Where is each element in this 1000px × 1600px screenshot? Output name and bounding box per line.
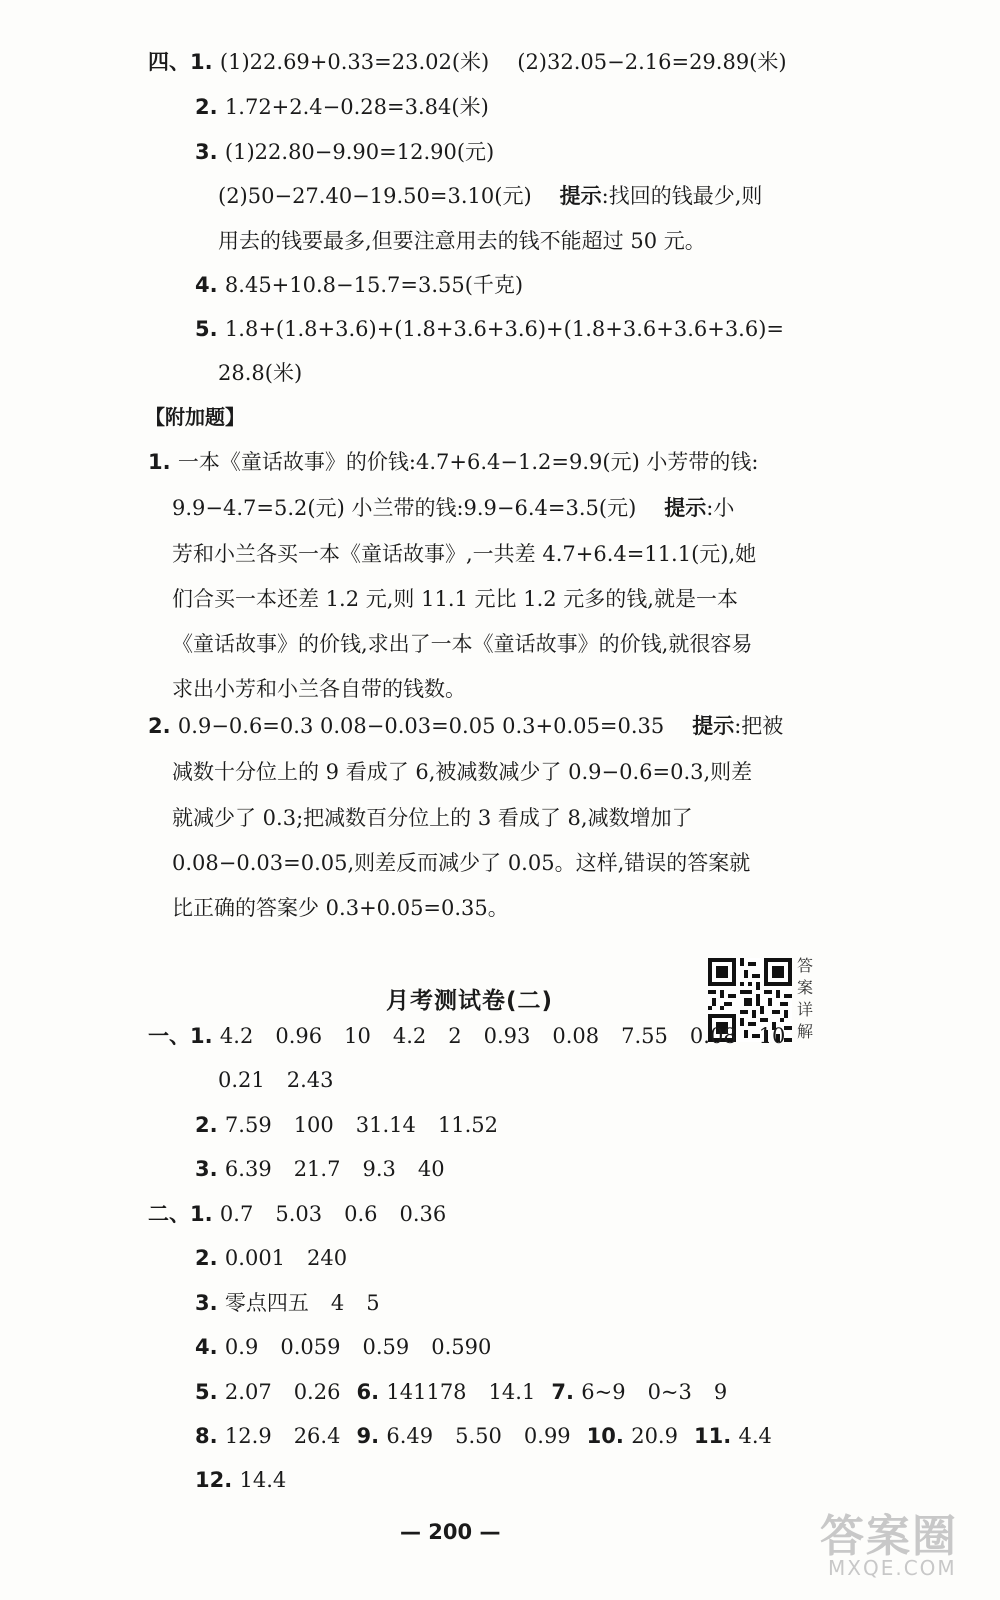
answer-value: 7.59 [224,1113,272,1137]
answer-value: 0.08 [689,1024,737,1048]
answer-4-5-line1: 5. 1.8+(1.8+3.6)+(1.8+3.6+3.6)+(1.8+3.6+3.6+3.6)= [195,317,785,341]
answer-value: 141178 [386,1380,467,1404]
section-label: 四、 [148,50,190,74]
question-number: 11 [693,1424,724,1448]
question-number: 7 [551,1380,566,1404]
hint-text: 比正确的答案少 0.3+0.05=0.35。 [172,896,509,920]
answer-4-3-line1: 3. (1)22.80−9.90=12.90(元) [195,140,495,164]
answer-values [240,1468,287,1492]
question-number: 10 [586,1424,616,1448]
answer-value: 240 [307,1246,348,1270]
extra-2-line5 [172,894,509,922]
answer-value: 11.52 [437,1113,499,1137]
hint-label: 提示 [692,714,735,738]
answer-value: 4 [330,1291,345,1315]
question-number: 6 [356,1380,372,1404]
answer-value: 31.14 [355,1113,416,1137]
watermark-url: MXQE.COM [828,1556,957,1580]
hint-text: :小 [706,496,735,520]
page-number: — 200 — [400,1520,501,1544]
extra-1-line6 [172,675,466,703]
answer-values [225,1424,341,1448]
answer-values [225,1380,341,1404]
answer-4-3-line2 [218,182,762,210]
watermark-text: 答案圈 [820,1511,958,1562]
answer-text: 1.8+(1.8+3.6)+(1.8+3.6+3.6)+(1.8+3.6+3.6+3.6)= [224,317,785,341]
test-1-1-line2 [218,1066,334,1094]
question-number: 4 [195,273,210,297]
answer-text: 28.8(米) [218,361,303,385]
extra-section-title [145,403,245,431]
question-number: 5 [195,1380,210,1404]
answer-values [225,1335,491,1359]
answer-value: 10 [758,1024,786,1048]
question-number: 1 [190,50,205,74]
answer-values [225,1157,445,1181]
answer-value: 5.50 [455,1424,502,1448]
answer-value: 100 [293,1113,334,1137]
answer-value: 2 [448,1024,462,1048]
answer-value: 0.96 [275,1024,323,1048]
extra-1-line2 [172,494,734,522]
hint-text: :找回的钱最少,则 [601,184,763,208]
answer-value: 5.03 [275,1202,323,1226]
answer-value: 4.2 [392,1024,427,1048]
question-number: 3 [195,1291,210,1315]
answer-4-5-line2 [218,359,302,387]
answer-value: 7.55 [621,1024,668,1048]
test-2-12: 12. 14.4 [195,1468,287,1492]
answer-text: 1.72+2.4−0.28=3.84(米) [224,95,489,119]
answer-value: 0.99 [523,1424,571,1448]
test-1-2: 2. 7.59 100 31.14 11.52 [195,1113,499,1137]
hint-text: :把被 [734,714,784,738]
question-number: 8 [195,1424,210,1448]
answer-value: 10 [344,1024,371,1048]
answer-values [225,1246,347,1270]
hint-text: 减数十分位上的 9 看成了 6,被减数减少了 0.9−0.6=0.3,则差 [172,760,753,784]
hint-text: 0.08−0.03=0.05,则差反而减少了 0.05。这样,错误的答案就 [172,851,751,875]
question-number: 1 [190,1024,205,1048]
answer-value: 0.08 [552,1024,600,1048]
answer-value: 0.36 [399,1202,447,1226]
answer-values [631,1424,678,1448]
question-number: 2 [195,1246,210,1270]
answer-values [739,1424,772,1448]
answer-value: 21.7 [293,1157,341,1181]
answer-value: 0.590 [431,1335,492,1359]
extra-1-line3 [172,540,756,568]
test-2-2: 2. 0.001 240 [195,1246,348,1270]
answer-value: 0.93 [483,1024,531,1048]
answer-values [386,1424,570,1448]
test-2-4: 4. 0.9 0.059 0.59 0.590 [195,1335,492,1359]
question-number: 1 [190,1202,205,1226]
section-label: 一、 [148,1024,190,1048]
hint-text: 们合买一本还差 1.2 元,则 11.1 元比 1.2 元多的钱,就是一本 [172,587,738,611]
answer-value: 4.4 [738,1424,772,1448]
answer-value: 6.49 [386,1424,434,1448]
question-number: 2 [195,95,210,119]
answer-4-2: 2. 1.72+2.4−0.28=3.84(米) [195,95,489,119]
answer-text: 0.9−0.6=0.3 0.08−0.03=0.05 0.3+0.05=0.35 [177,714,665,738]
answer-value: 9 [713,1380,728,1404]
test-2-5-7: 5. 2.07 0.26 6. 141178 14.1 7. 6~9 0~3 9 [195,1380,728,1404]
answer-values [386,1380,535,1404]
answer-value: 5 [366,1291,380,1315]
answer-value: 0.059 [280,1335,341,1359]
test-2-1: 二、1. 0.7 5.03 0.6 0.36 [148,1202,447,1226]
question-number: 5 [195,317,210,341]
answer-value: 0.7 [219,1202,254,1226]
extra-1-line4 [172,585,738,613]
question-number: 9 [356,1424,372,1448]
answer-values [581,1380,727,1404]
answer-values [220,1202,446,1226]
answer-values [225,1291,380,1315]
hint-label: 提示 [664,496,707,520]
answer-4-1: 四、1. (1)22.69+0.33=23.02(米) (2)32.05−2.16=29.89(米) [148,50,787,74]
question-number: 12 [195,1468,225,1492]
answer-value: 14.1 [488,1380,536,1404]
answer-value: 9.3 [362,1157,396,1181]
question-number: 2 [148,714,163,738]
answer-text: (1)22.69+0.33=23.02(米) [219,50,490,74]
answer-text: (1)22.80−9.90=12.90(元) [224,140,495,164]
answer-values [218,1068,334,1092]
watermark-logo [820,1500,958,1580]
answer-value: 4.2 [219,1024,254,1048]
answer-4-3-line3 [218,227,706,255]
test-2-8-11: 8. 12.9 26.4 9. 6.49 5.50 0.99 10. 20.9 11. 4.4 [195,1424,772,1448]
question-number: 2 [195,1113,210,1137]
test-1-1-line1: 一、1. 4.2 0.96 10 4.2 2 0.93 0.08 7.55 0.08 10 [148,1024,786,1048]
hint-text: 芳和小兰各买一本《童话故事》,一共差 4.7+6.4=11.1(元),她 [172,542,757,566]
hint-text: 求出小芳和小兰各自带的钱数。 [172,677,466,701]
answer-value: 6~9 [581,1380,626,1404]
answer-value: 40 [417,1157,445,1181]
answer-value: 0.9 [224,1335,259,1359]
answer-4-4: 4. 8.45+10.8−15.7=3.55(千克) [195,273,524,297]
hint-text: 《童话故事》的价钱,求出了一本《童话故事》的价钱,就很容易 [172,632,753,656]
extra-1-line1: 1. 一本《童话故事》的价钱:4.7+6.4−1.2=9.9(元) 小芳带的钱: [148,450,759,474]
answer-text: 一本《童话故事》的价钱:4.7+6.4−1.2=9.9(元) 小芳带的钱: [177,450,759,474]
extra-2-line1: 2. 0.9−0.6=0.3 0.08−0.03=0.05 0.3+0.05=0.35 提示:把被 [148,714,784,738]
answer-value: 14.4 [239,1468,287,1492]
question-number: 4 [195,1335,210,1359]
test-1-3: 3. 6.39 21.7 9.3 40 [195,1157,445,1181]
answer-value: 0.26 [293,1380,341,1404]
extra-2-line2 [172,758,752,786]
test-2-3: 3. 零点四五 4 5 [195,1291,380,1315]
answer-text: 9.9−4.7=5.2(元) 小兰带的钱:9.9−6.4=3.5(元) [172,496,637,520]
answer-values [220,1024,785,1048]
answer-value: 2.07 [224,1380,272,1404]
answer-value: 12.9 [224,1424,272,1448]
hint-label: 提示 [559,184,602,208]
test-title: 月考测试卷(二) [386,988,554,1014]
answer-text: (2)50−27.40−19.50=3.10(元) [218,184,532,208]
section-title: 【附加题】 [145,405,245,429]
answer-value: 0.21 [218,1068,265,1092]
question-number: 3 [195,1157,210,1181]
answer-value: 0~3 [647,1380,692,1404]
hint-text: 用去的钱要最多,但要注意用去的钱不能超过 50 元。 [218,229,706,253]
answer-value: 零点四五 [224,1291,309,1315]
answer-value: 0.6 [344,1202,378,1226]
answer-value: 2.43 [286,1068,334,1092]
question-number: 1 [148,450,163,474]
answer-value: 6.39 [224,1157,272,1181]
extra-1-line5 [172,630,752,658]
extra-2-line4 [172,849,750,877]
extra-2-line3 [172,804,693,832]
answer-value: 0.001 [224,1246,286,1270]
answer-value: 0.59 [362,1335,410,1359]
answer-value: 20.9 [631,1424,678,1448]
hint-text: 就减少了 0.3;把减数百分位上的 3 看成了 8,减数增加了 [172,806,693,830]
question-number: 3 [195,140,210,164]
answer-text: (2)32.05−2.16=29.89(米) [517,50,787,74]
qr-caption: 答案详解 [797,956,814,1041]
answer-text: 8.45+10.8−15.7=3.55(千克) [224,273,524,297]
answer-value: 26.4 [293,1424,341,1448]
answer-values [225,1113,498,1137]
section-label: 二、 [148,1202,190,1226]
